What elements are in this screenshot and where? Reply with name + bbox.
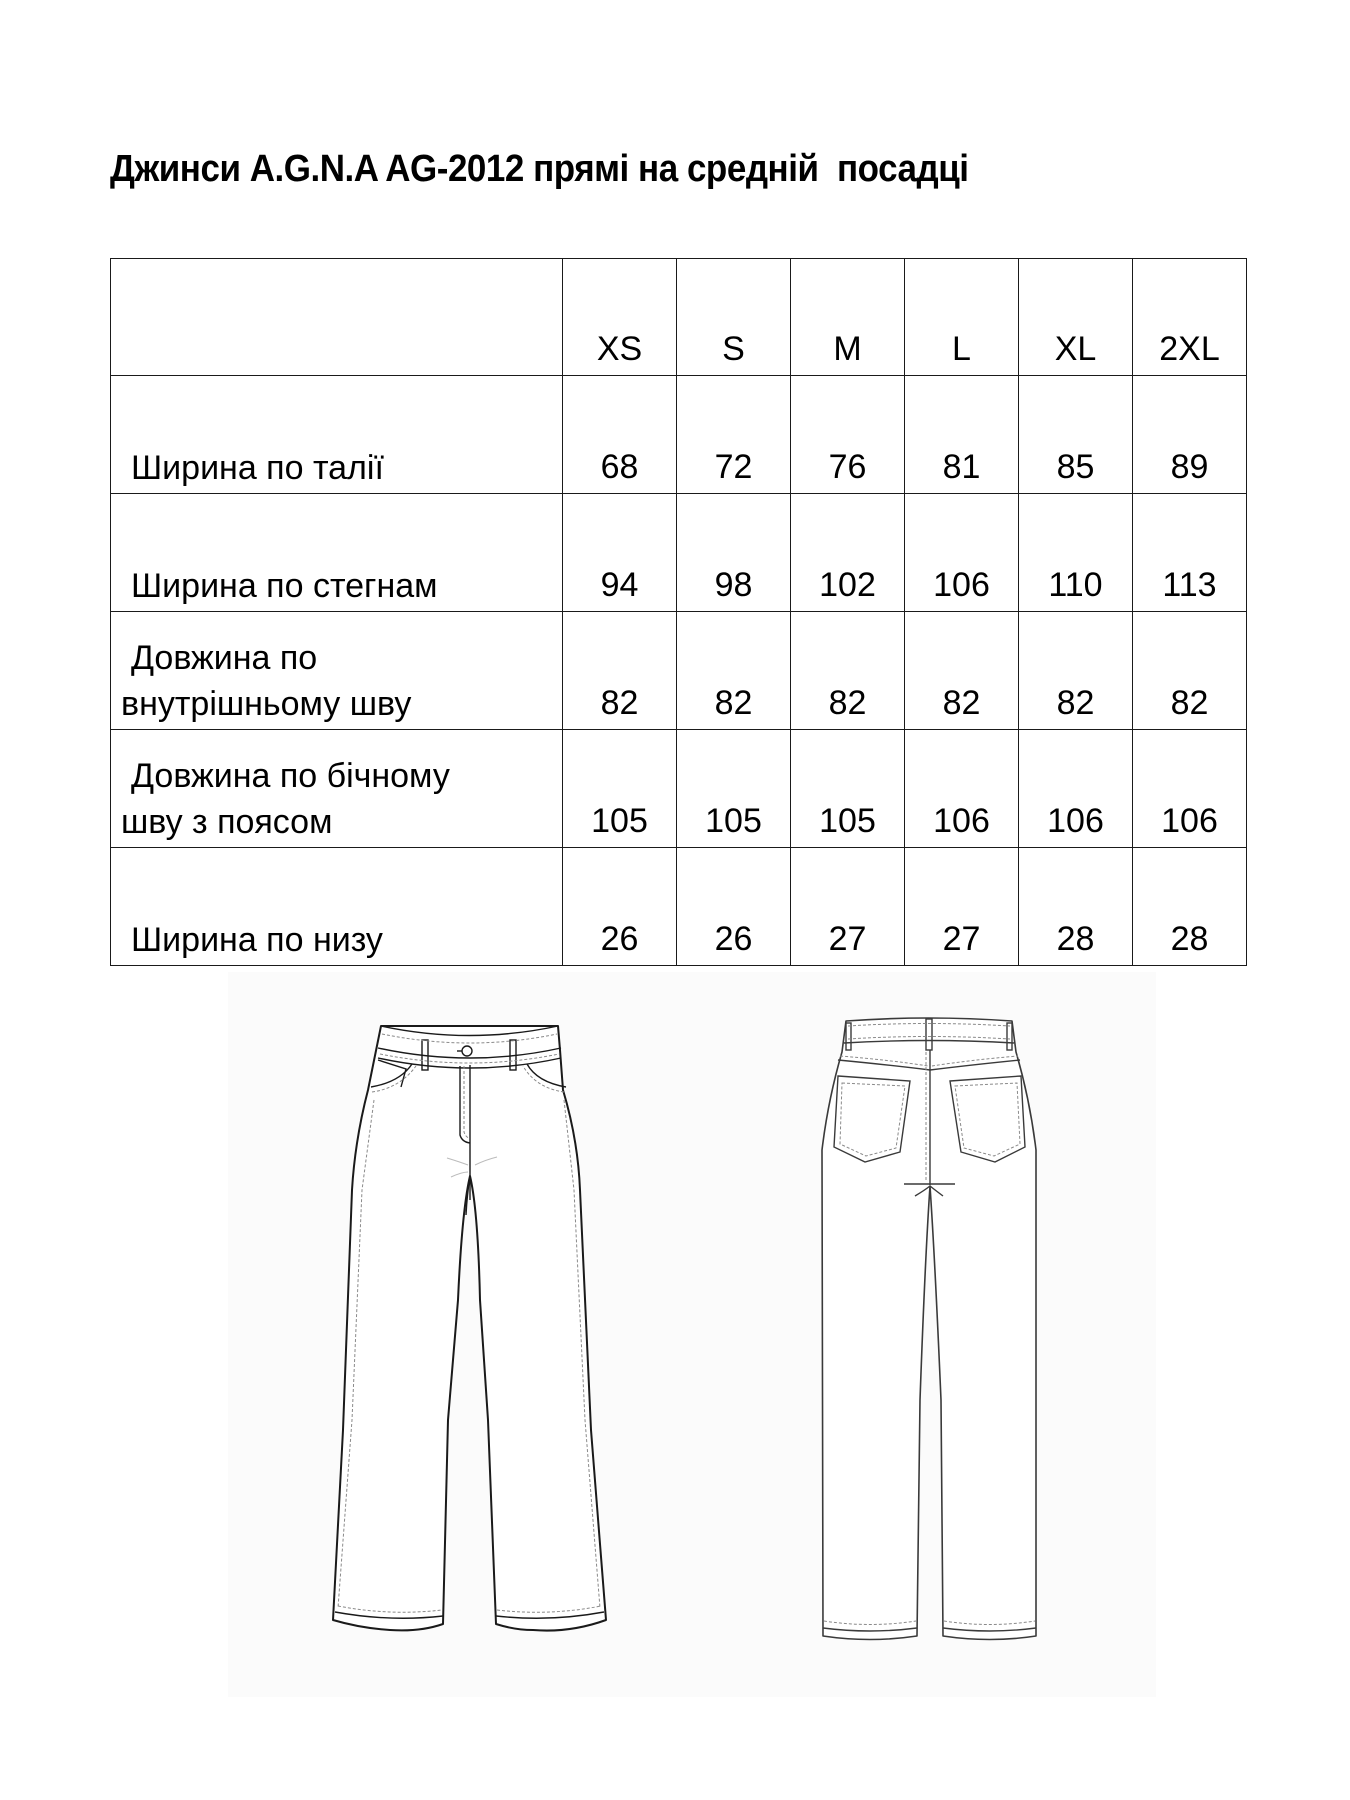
table-cell: 105 (563, 730, 677, 848)
table-cell: 26 (563, 848, 677, 966)
table-cell: 26 (677, 848, 791, 966)
table-cell: 98 (677, 494, 791, 612)
header-cell-2xl: 2XL (1133, 259, 1247, 376)
table-cell: 89 (1133, 376, 1247, 494)
header-cell-s: S (677, 259, 791, 376)
header-cell-l: L (905, 259, 1019, 376)
table-cell: 113 (1133, 494, 1247, 612)
table-cell: 105 (677, 730, 791, 848)
table-cell: 76 (791, 376, 905, 494)
table-cell: 28 (1133, 848, 1247, 966)
table-cell: 82 (563, 612, 677, 730)
header-cell-xl: XL (1019, 259, 1133, 376)
table-cell: 28 (1019, 848, 1133, 966)
table-cell: 102 (791, 494, 905, 612)
row-label-line: Ширина по низу (131, 921, 383, 959)
table-cell: 82 (1019, 612, 1133, 730)
table-cell: 106 (1019, 730, 1133, 848)
table-cell: 106 (905, 494, 1019, 612)
table-cell: 82 (677, 612, 791, 730)
table-cell: 85 (1019, 376, 1133, 494)
table-cell: 82 (791, 612, 905, 730)
table-cell: 82 (1133, 612, 1247, 730)
page-title: Джинси A.G.N.A AG-2012 прямі на средній посадці (110, 148, 969, 190)
table-cell: 106 (905, 730, 1019, 848)
table-cell: 105 (791, 730, 905, 848)
table-cell: 27 (791, 848, 905, 966)
row-label-line: Довжина по (131, 639, 318, 677)
table-cell: 94 (563, 494, 677, 612)
header-cell-xs: XS (563, 259, 677, 376)
row-label-line: внутрішньому шву (121, 685, 412, 723)
table-cell: 72 (677, 376, 791, 494)
header-cell-m: M (791, 259, 905, 376)
table-cell: 27 (905, 848, 1019, 966)
row-label-line: Ширина по талії (131, 449, 384, 487)
table-cell: 82 (905, 612, 1019, 730)
table-cell: 106 (1133, 730, 1247, 848)
row-label-line: Ширина по стегнам (131, 567, 438, 605)
row-label-line: шву з поясом (121, 803, 333, 841)
table-cell: 110 (1019, 494, 1133, 612)
table-cell: 68 (563, 376, 677, 494)
table-cell: 81 (905, 376, 1019, 494)
row-label-line: Довжина по бічному (131, 757, 450, 795)
